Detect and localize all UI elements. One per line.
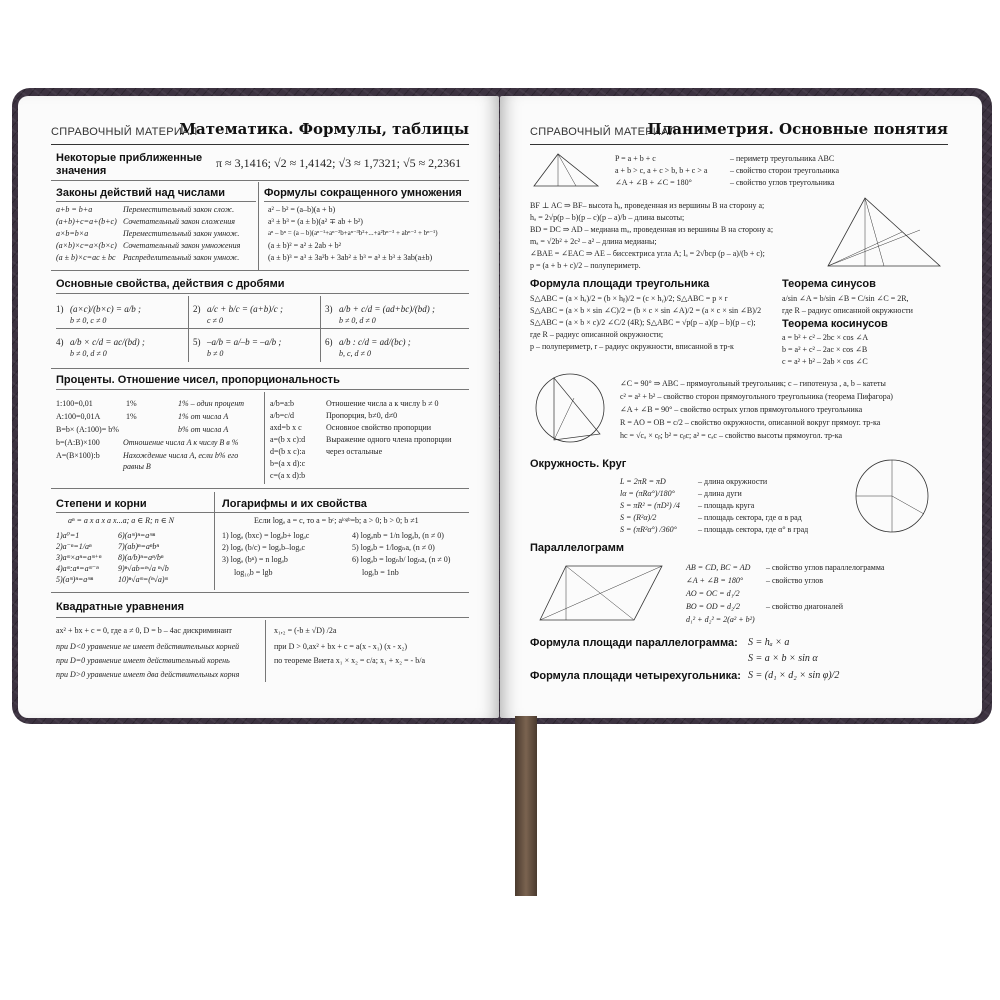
log-rule: 2) logₐ (b/c) = logₐb–logₐc (222, 543, 306, 552)
divider (56, 512, 469, 513)
divider (51, 592, 469, 593)
divider (264, 201, 469, 202)
parallelogram-desc: – свойство углов параллелограмма (766, 563, 885, 572)
divider (51, 488, 469, 489)
triangle-heights-diagram (820, 192, 950, 272)
powers-title: Степени и корни (56, 498, 147, 510)
divider (188, 296, 189, 362)
prop-a: b=(a x d):c (270, 459, 306, 468)
divider (258, 182, 259, 270)
law-desc: Переместительный закон слож. (123, 205, 235, 214)
power-rule: 2)a⁻ⁿ=1/aⁿ (56, 542, 92, 551)
powers-def: aⁿ = a x a x a x...a; a ∈ R; n ∈ N (68, 516, 174, 525)
fraction-num: 1) (56, 304, 64, 314)
quadrilateral-area-title: Формула площади четырехугольника: (530, 670, 741, 682)
percent-b: b% от числа A (178, 425, 229, 434)
cos-line: c = a² + b² – 2ab × cos ∠C (782, 357, 868, 366)
parallelogram-desc: – свойство диагоналей (766, 602, 844, 611)
prop-a: d=(b x c):a (270, 447, 306, 456)
quad-title: Квадратные уравнения (56, 601, 185, 613)
right-tri-line: ∠C = 90° ⇒ ABC – прямоугольный треугольник; c – гипотенуза , a, b – катеты (620, 379, 886, 388)
parallelogram-formula: AB = CD, BC = AD (686, 563, 751, 572)
law-formula: (a ± b)×c=ac ± bc (56, 253, 116, 262)
circle-desc: – длина окружности (698, 477, 768, 486)
prop-b: Отношение числа a к числу b ≠ 0 (326, 399, 439, 408)
short-formula: (a ± b)³ = a³ ± 3a²b + 3ab² ± b³ = a³ ± b³ ± 3ab(a±b) (268, 253, 433, 262)
quad-case: при D=0 уравнение имеет действительный корень (56, 656, 230, 665)
circle-title: Окружность. Круг (530, 458, 627, 470)
laws-title: Законы действий над числами (56, 187, 225, 199)
short-formula: (a ± b)² = a² ± 2ab + b² (268, 241, 341, 250)
left-header-label: СПРАВОЧНЫЙ МАТЕРИАЛ (51, 126, 198, 138)
percent-b: Нахождение числа A, если b% его равны B (123, 451, 239, 471)
tri-desc: – свойство углов треугольника (730, 178, 835, 187)
right-page-title: Планиметрия. Основные понятия (647, 120, 948, 138)
short-mult-title: Формулы сокращенного умножения (264, 187, 462, 199)
fraction-expr: a/b × c/d = ac/(bd) ; (70, 337, 145, 347)
fraction-expr: (a×c)/(b×c) = a/b ; (70, 304, 141, 314)
prop-a: axd=b x c (270, 423, 302, 432)
approx-label: Некоторые приближенные значения (56, 152, 203, 177)
cos-line: b = a² + c² – 2ac × cos ∠B (782, 345, 868, 354)
tri-text: BF ⊥ AC ⇒ BF– высота hₐ, проведенная из вершины B на сторону a; (530, 201, 765, 210)
prop-a: a/b=a:b (270, 399, 295, 408)
log-def: Если logₐ a = c, то a = bᶜ; aˡᵒᵍᵇ=b; a > 0; b > 0; b ≠1 (254, 516, 419, 525)
quad-case: при D>0 уравнение имеет два действительных корня (56, 670, 240, 679)
tri-desc: – периметр треугольника ABC (730, 154, 835, 163)
percent-a: A=(B×100):b (56, 451, 100, 460)
quadrilateral-area-formula: S = (d₁ × d₂ × sin φ)/2 (748, 670, 840, 681)
circle-desc: – длина дуги (698, 489, 742, 498)
fraction-num: 3) (325, 304, 333, 314)
area-line: S△ABC = (a × b × c)/2 ∠C/2 (4R); S△ABC = √p(p – a)(p – b)(p – c); (530, 318, 756, 327)
percent-c: 1% – один процент (178, 399, 245, 408)
area-line: где R – радиус описанной окружности; (530, 330, 664, 339)
parallelogram-formula: BO = OD = d₂/2 (686, 602, 741, 611)
divider (51, 180, 469, 181)
divider (265, 620, 266, 682)
percent-b: 1% (126, 412, 137, 421)
sin-line: где R – радиус описанной окружности (782, 306, 913, 315)
quad-root: x₁,₂ = (-b ± √D) /2a (274, 626, 337, 635)
right-tri-line: c² = a² + b² – свойство сторон прямоугольного треугольника (теорема Пифагора) (620, 392, 893, 401)
right-tri-line: ∠A + ∠B = 90° – свойство острых углов прямоугольного треугольника (620, 405, 863, 414)
log-rule: 1) logₐ (bxc) = logₐb+ logₐc (222, 531, 310, 540)
circle-desc: – площадь круга (698, 501, 755, 510)
circle-formula: lα = (πRα°)/180° (620, 489, 675, 498)
right-tri-line: hc = √cₐ × cᵦ; b² = cᵦc; a² = cₐc – свойство высоты прямоугол. тр-ка (620, 431, 843, 440)
parallelogram-desc: – свойство углов (766, 576, 823, 585)
circle-formula: S = πR² = (πD²) /4 (620, 501, 680, 510)
law-formula: (a×b)×c=a×(b×c) (56, 241, 117, 250)
circle-diagram (852, 456, 936, 540)
fraction-expr: a/b : c/d = ad/(bc) ; (339, 337, 411, 347)
tri-text: ∠BAE = ∠EAC ⇒ AE – биссектриса угла A; lₐ = 2√bcp (p – a)/(b + c); (530, 249, 765, 258)
short-formula: a³ ± b³ = (a ± b)(a² ∓ ab + b²) (268, 217, 363, 226)
tri-formula: ∠A + ∠B + ∠C = 180° (615, 178, 692, 187)
percent-a: A:100=0,01A (56, 412, 101, 421)
right-page (500, 96, 982, 718)
area-line: S△ABC = (a × hₐ)/2 = (b × hᵦ)/2 = (c × hᵧ)/2; S△ABC = p × r (530, 294, 728, 303)
area-line: S△ABC = (a × b × sin ∠C)/2 = (b × c × sin ∠A)/2 = (a × c × sin ∠B)/2 (530, 306, 762, 315)
sin-line: a/sin ∠A = b/sin ∠B = C/sin ∠C = 2R, (782, 294, 909, 303)
log-rule: 4) logₐnb = 1/n logₐb, (n ≠ 0) (352, 531, 444, 540)
prop-b: Выражение одного члена пропорции (326, 435, 452, 444)
log-rule: log₁₀b = lgb (234, 568, 273, 577)
fraction-expr: a/b + c/d = (ad+bc)/(bd) ; (339, 304, 435, 314)
circle-formula: S = (R²α)/2 (620, 513, 657, 522)
fraction-expr: a/c + b/c = (a+b)/c ; (207, 304, 283, 314)
divider (214, 492, 215, 590)
law-desc: Сочетательный закон умножения (123, 241, 241, 250)
circle-formula: S = (πR²α°) /360° (620, 525, 677, 534)
fraction-cond: b ≠ 0, d ≠ 0 (339, 316, 376, 325)
fraction-cond: b ≠ 0, c ≠ 0 (70, 316, 107, 325)
power-rule: 10)ⁿ√aᵐ=(ⁿ√a)ᵐ (118, 575, 168, 584)
divider (264, 392, 265, 484)
fraction-expr: –a/b = a/–b = –a/b ; (207, 337, 282, 347)
inscribed-triangle-diagram (534, 370, 610, 450)
parallelogram-title: Параллелограмм (530, 542, 625, 554)
power-rule: 6)(aᵐ)ⁿ=aᵐⁿ (118, 531, 156, 540)
tri-text: hₐ = 2√p(p – b)(p – c)(p – a)/b – длина высоты; (530, 213, 685, 222)
fraction-cond: b, c, d ≠ 0 (339, 349, 371, 358)
prop-a: c=(a x d):b (270, 471, 306, 480)
prop-a: a=(b x c):d (270, 435, 306, 444)
power-rule: 4)aᵐ:aⁿ=aᵐ⁻ⁿ (56, 564, 99, 573)
approx-values: π ≈ 3,1416; √2 ≈ 1,4142; √3 ≈ 1,7321; √5 ≈ 2,2361 (216, 156, 462, 170)
percent-c: 1% от числа A (178, 412, 229, 421)
log-rule: 6) logₐb = logₙb/ logₙa, (n ≠ 0) (352, 555, 451, 564)
right-tri-line: R = AO = OB = c/2 – свойство окружности, описанной вокруг прямоуг. тр-ка (620, 418, 881, 427)
fraction-cond: b ≠ 0, d ≠ 0 (70, 349, 107, 358)
divider (51, 270, 469, 271)
fractions-title: Основные свойства, действия с дробями (56, 278, 285, 290)
cos-line: a = b² + c² – 2bc × cos ∠A (782, 333, 869, 342)
tri-text: mₐ = √2b² + 2c² – a² – длина медианы; (530, 237, 657, 246)
short-formula: a² – b² = (a–b)(a + b) (268, 205, 336, 214)
divider (56, 293, 469, 294)
prop-b: через остальные (326, 447, 383, 456)
log-title: Логарифмы и их свойства (222, 498, 367, 510)
parallelogram-diagram (530, 558, 670, 630)
parallelogram-area-formula: S = a × b × sin α (748, 653, 818, 664)
quad-main: ax² + bx + c = 0, где a ≠ 0, D = b – 4ac дискриминант (56, 626, 232, 635)
short-formula: aⁿ – bⁿ = (a – b)(aⁿ⁻¹+aⁿ⁻²b+aⁿ⁻³b²+...+a²bⁿ⁻³ + abⁿ⁻² + bⁿ⁻¹) (268, 229, 438, 237)
fraction-num: 2) (193, 304, 201, 314)
law-desc: Сочетательный закон сложения (123, 217, 236, 226)
prop-b: Основное свойство пропорции (326, 423, 432, 432)
area-line: p – полупериметр, r – радиус окружности, вписанной в тр-к (530, 342, 734, 351)
parallelogram-area-title: Формула площади параллелограмма: (530, 637, 738, 649)
percent-b: Отношение числа A к числу B в % (123, 438, 239, 447)
fraction-num: 4) (56, 337, 64, 347)
divider (56, 617, 469, 618)
divider (320, 296, 321, 362)
power-rule: 8)(a/b)ⁿ=aⁿ/bⁿ (118, 553, 164, 562)
tri-desc: – свойство сторон треугольника (730, 166, 839, 175)
circle-desc: – площадь сектора, где α в рад (698, 513, 802, 522)
tri-text: BD = DC ⇒ AD – медиана mₐ, проведенная из вершины B на сторону a; (530, 225, 774, 234)
left-page (18, 96, 499, 718)
fraction-num: 5) (193, 337, 201, 347)
circle-formula: L = 2πR = πD (620, 477, 666, 486)
law-desc: Переместительный закон умнож. (123, 229, 240, 238)
divider (56, 328, 469, 329)
fraction-cond: b ≠ 0 (207, 349, 224, 358)
fraction-cond: c ≠ 0 (207, 316, 223, 325)
left-header (51, 122, 469, 145)
power-rule: 3)aᵐ×aⁿ=aᵐ⁺ⁿ (56, 553, 102, 562)
parallelogram-formula: ∠A + ∠B = 180° (686, 576, 744, 585)
tri-formula: a + b > c, a + c > b, b + c > a (615, 166, 708, 175)
right-header-label: СПРАВОЧНЫЙ МАТЕРИАЛ (530, 126, 677, 138)
law-formula: (a+b)+c=a+(b+c) (56, 217, 117, 226)
divider (56, 201, 256, 202)
quad-root: при D > 0,ax² + bx + c = a(x - x₁) (x - x₂) (274, 642, 407, 651)
power-rule: 1)a⁰=1 (56, 531, 80, 540)
percent-a: B=b× (A:100)= b% (56, 425, 119, 434)
percent-a: b=(A:B)×100 (56, 438, 100, 447)
divider (56, 389, 469, 390)
circle-desc: – площадь сектора, где α° в град (698, 525, 809, 534)
parallelogram-formula: AO = OC = d₁/2 (686, 589, 740, 598)
power-rule: 9)ⁿ√ab=ⁿ√a ⁿ√b (118, 564, 169, 573)
log-rule: logₑb = 1nb (362, 568, 399, 577)
law-desc: Распределительный закон умнож. (123, 253, 240, 262)
law-formula: a+b = b+a (56, 205, 93, 214)
sin-theorem-title: Теорема синусов (782, 278, 876, 290)
law-formula: a×b=b×a (56, 229, 89, 238)
parallelogram-formula: d₁² + d₂² = 2(a² + b²) (686, 615, 755, 624)
percent-b: 1% (126, 399, 137, 408)
log-rule: 5) logₐb = 1/logₙa, (n ≠ 0) (352, 543, 435, 552)
triangle-diagram (528, 150, 608, 192)
tri-text: p = (a + b + c)/2 – полупериметр. (530, 261, 641, 270)
divider (51, 368, 469, 369)
percent-title: Проценты. Отношение чисел, пропорциональность (56, 374, 340, 386)
bookmark-ribbon (515, 716, 537, 896)
prop-a: a/b=c/d (270, 411, 295, 420)
cos-theorem-title: Теорема косинусов (782, 318, 888, 330)
prop-b: Пропорция, b≠0, d≠0 (326, 411, 398, 420)
log-rule: 3) logₐ (bⁿ) = n logₐb (222, 555, 288, 564)
percent-a: 1:100=0,01 (56, 399, 93, 408)
area-title: Формула площади треугольника (530, 278, 710, 290)
left-page-title: Математика. Формулы, таблицы (179, 120, 469, 138)
quad-case: при D<0 уравнение не имеет действительных корней (56, 642, 240, 651)
parallelogram-area-formula: S = hₐ × a (748, 637, 790, 648)
quad-root: по теореме Виета x₁ × x₂ = c/a; x₁ + x₂ = - b/a (274, 656, 425, 665)
power-rule: 5)(aᵐ)ⁿ=aᵐⁿ (56, 575, 94, 584)
power-rule: 7)(ab)ⁿ=aⁿbⁿ (118, 542, 159, 551)
tri-formula: P = a + b + c (615, 154, 656, 163)
fraction-num: 6) (325, 337, 333, 347)
right-header (530, 122, 948, 145)
